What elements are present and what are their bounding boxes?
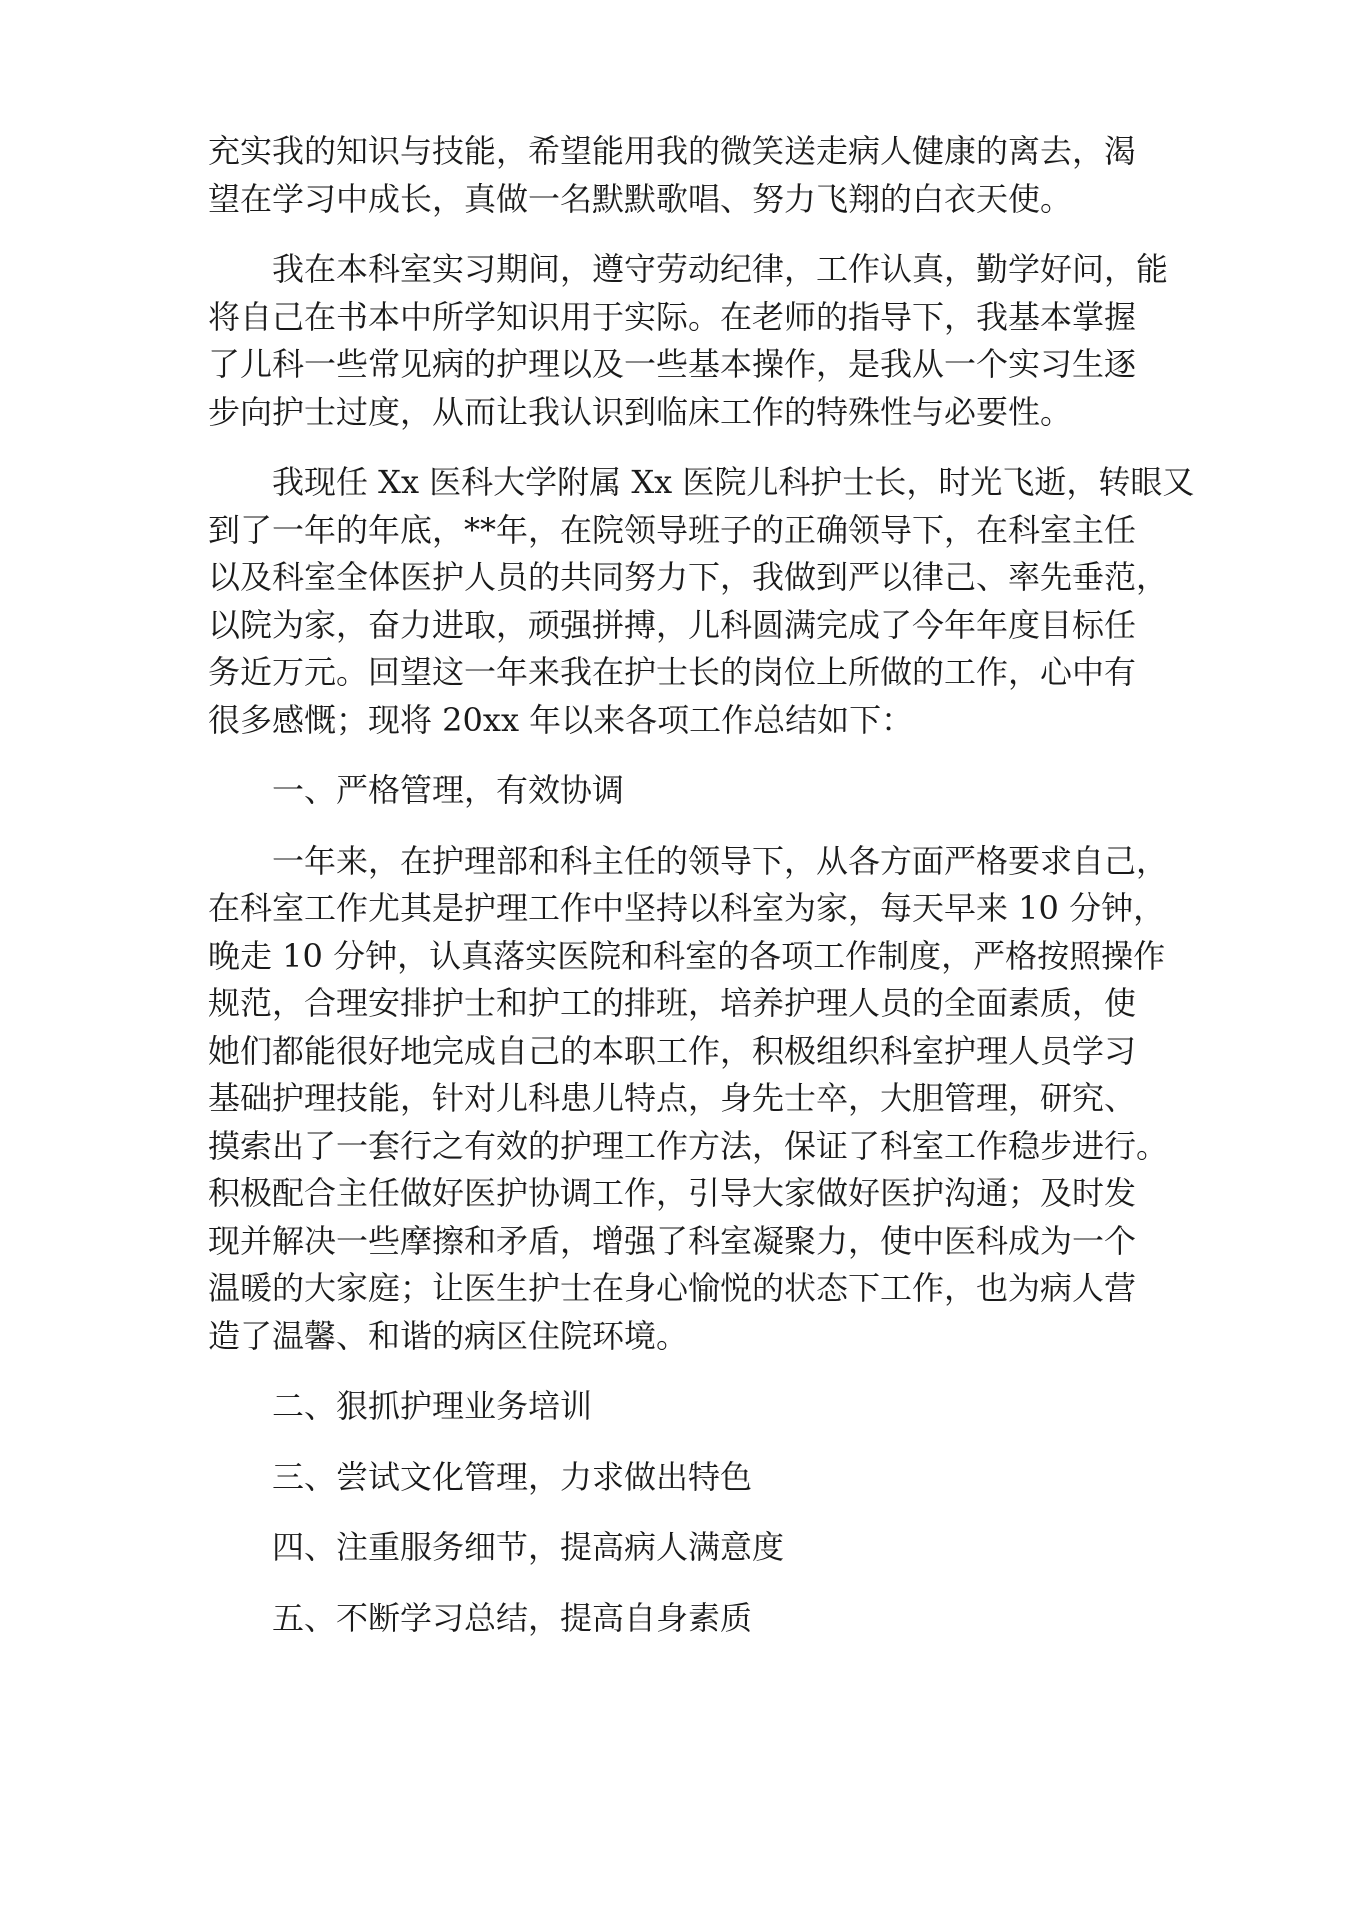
section-heading-4: 四、注重服务细节，提高病人满意度: [272, 1528, 785, 1566]
paragraph-introduction: [208, 459, 1195, 744]
paragraph-continuation: [208, 128, 1180, 223]
document-body: [208, 128, 1195, 1665]
text-line: 步向护士过度，从而让我认识到临床工作的特殊性与必要性。: [208, 392, 1073, 431]
text-line: 造了温馨、和谐的病区住院环境。: [208, 1316, 689, 1355]
section-heading-3: 三、尝试文化管理，力求做出特色: [272, 1457, 753, 1496]
text-line: 摸索出了一套行之有效的护理工作方法，保证了科室工作稳步进行。: [208, 1126, 1169, 1165]
text-line: 务近万元。回望这一年来我在护士长的岗位上所做的工作，心中有: [208, 653, 1137, 691]
text-line: 一年来，在护理部和科主任的领导下，从各方面严格要求自己，: [272, 841, 1169, 880]
paragraph-internship: [208, 246, 1180, 436]
text-line: 我现任 Xx 医科大学附属 Xx 医院儿科护士长，时光飞逝，转眼又: [272, 463, 1195, 501]
text-line: 我在本科室实习期间，遵守劳动纪律，工作认真，勤学好问，能: [272, 250, 1169, 288]
text-line: 到了一年的年底，**年，在院领导班子的正确领导下，在科室主任: [208, 510, 1137, 549]
text-line: 在科室工作尤其是护理工作中坚持以科室为家，每天早来 10 分钟，: [208, 889, 1166, 927]
text-line: 规范，合理安排护士和护工的排班，培养护理人员的全面素质，使: [208, 984, 1137, 1022]
text-line: 以及科室全体医护人员的共同努力下，我做到严以律己、率先垂范，: [208, 558, 1169, 596]
text-line: 温暖的大家庭；让医生护士在身心愉悦的状态下工作，也为病人营: [208, 1269, 1137, 1307]
text-line: 很多感慨；现将 20xx 年以来各项工作总结如下：: [208, 700, 914, 739]
text-line: 一、严格管理，有效协调: [272, 771, 625, 809]
text-line: 了儿科一些常见病的护理以及一些基本操作，是我从一个实习生逐: [208, 345, 1137, 383]
text-line: 以院为家，奋力进取，顽强拼搏，儿科圆满完成了今年年度目标任: [208, 605, 1137, 644]
text-line: 基础护理技能，针对儿科患儿特点，身先士卒，大胆管理，研究、: [208, 1079, 1137, 1117]
text-line: 现并解决一些摩擦和矛盾，增强了科室凝聚力，使中医科成为一个: [208, 1221, 1137, 1260]
text-line: 晚走 10 分钟，认真落实医院和科室的各项工作制度，严格按照操作: [208, 936, 1166, 975]
section-heading-1: [208, 767, 1180, 815]
text-line: 望在学习中成长，真做一名默默歌唱、努力飞翔的白衣天使。: [208, 179, 1073, 218]
text-line: 她们都能很好地完成自己的本职工作，积极组织科室护理人员学习: [208, 1031, 1137, 1070]
text-line: 将自己在书本中所学知识用于实际。在老师的指导下，我基本掌握: [208, 297, 1137, 336]
section-heading-2: 二、狠抓护理业务培训: [272, 1387, 593, 1425]
section-heading-5: 五、不断学习总结，提高自身素质: [272, 1598, 753, 1637]
paragraph-management: [208, 838, 1180, 1361]
text-line: 积极配合主任做好医护协调工作，引导大家做好医护沟通；及时发: [208, 1174, 1137, 1212]
text-line: 充实我的知识与技能，希望能用我的微笑送走病人健康的离去，渴: [208, 132, 1137, 170]
